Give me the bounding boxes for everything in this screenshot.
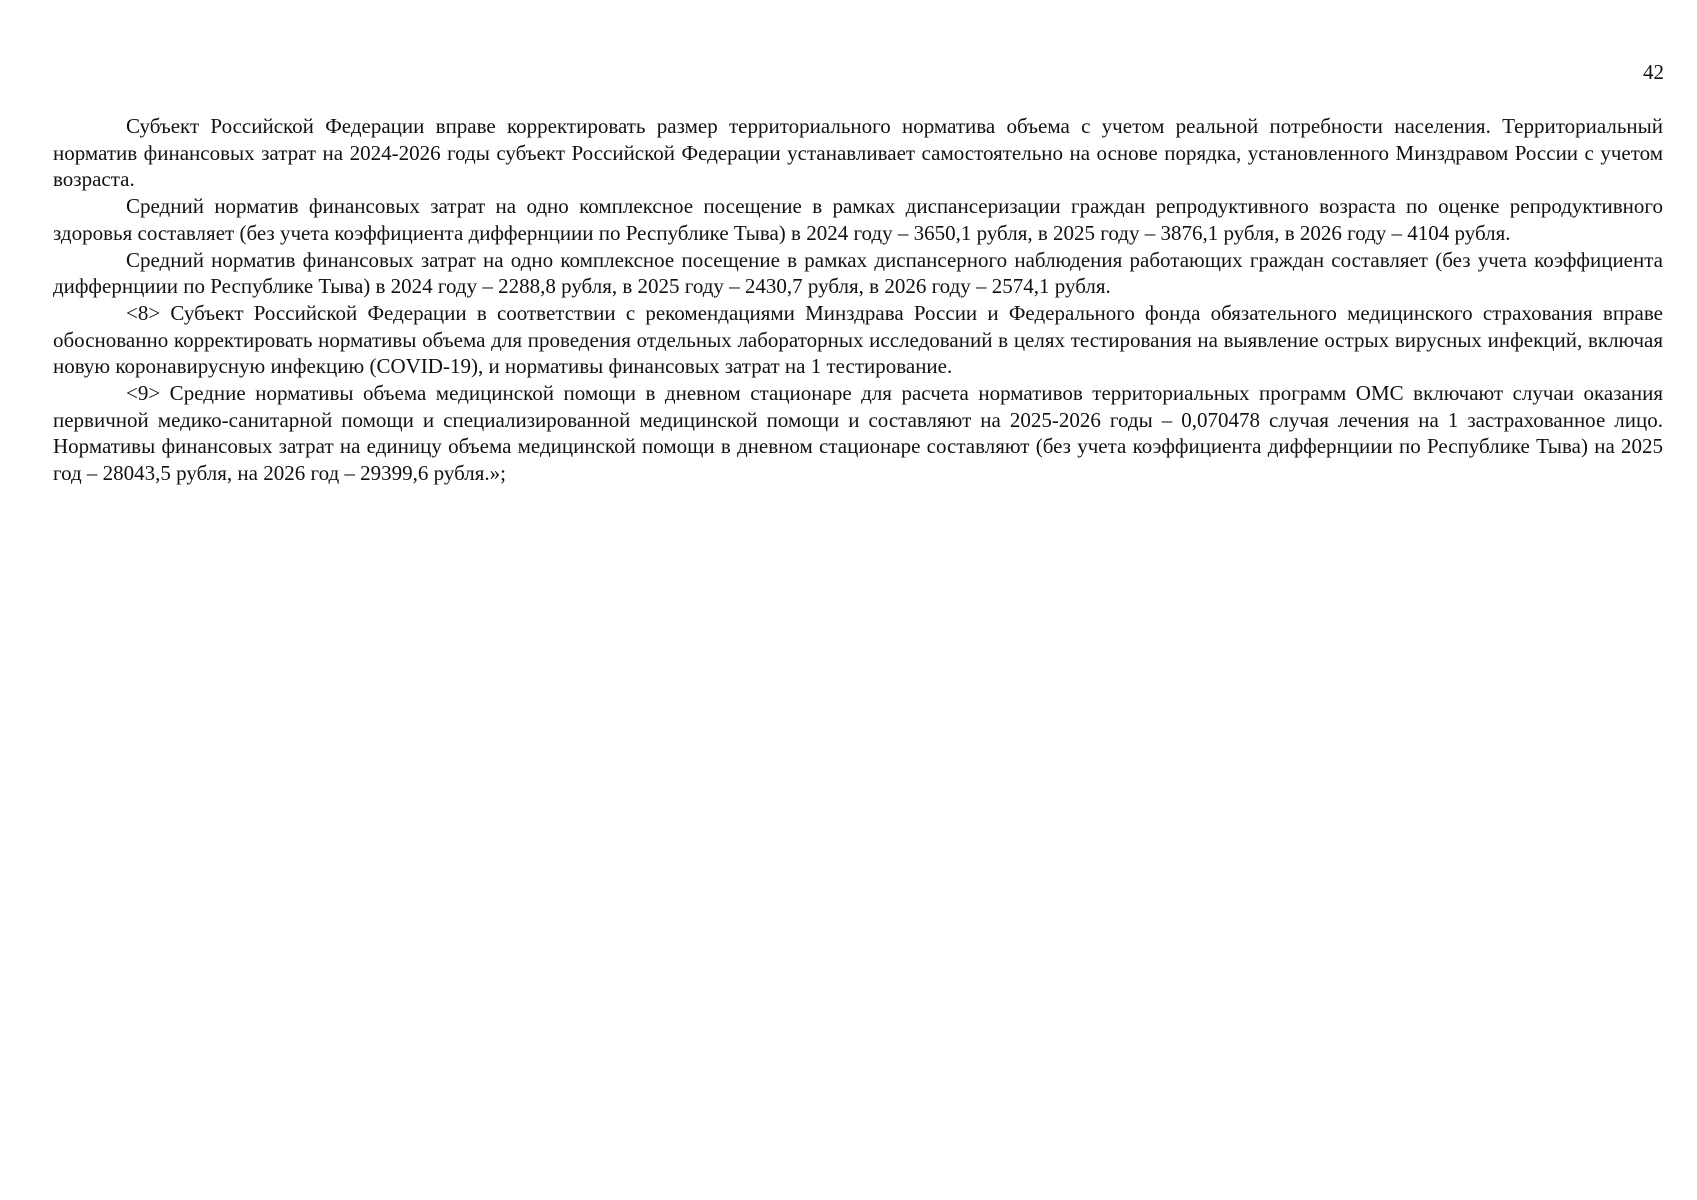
paragraph-reproductive-screening-cost: Средний норматив финансовых затрат на одно комплексное посещение в рамках диспансеризации граждан репродуктивного возраста по оценке репродуктивного здоровья составляет (без учета коэффициента диффернциии по Республике Тыва) в 2024 году – 3650,1 рубля, в 2025 году – 3876,1 рубля, в 2026 году – 4104 рубля. (53, 194, 1663, 245)
paragraph-territorial-norm: Субъект Российской Федерации вправе корректировать размер территориального норматива объема с учетом реальной потребности населения. Территориальный норматив финансовых затрат на 2024-2026 годы субъект Российской Федерации устанавливает самостоятельно на основе порядка, установленного Минздравом России с учетом возраста. (53, 114, 1663, 192)
footnote-8: <8> Субъект Российской Федерации в соответствии с рекомендациями Минздрава России и Федерального фонда обязательного медицинского страхования вправе обоснованно корректировать нормативы объема для проведения отдельных лабораторных исследований в целях тестирования на выявление острых вирусных инфекций, включая новую коронавирусную инфекцию (COVID-19), и нормативы финансовых затрат на 1 тестирование. (53, 300, 1663, 379)
page-number: 42 (1643, 60, 1664, 84)
paragraph-dispensary-observation-cost: Средний норматив финансовых затрат на одно комплексное посещение в рамках диспансерного наблюдения работающих граждан составляет (без учета коэффициента диффернциии по Республике Тыва) в 2024 году – 2288,8 рубля, в 2025 году – 2430,7 рубля, в 2026 году – 2574,1 рубля. (53, 247, 1663, 299)
document-body (53, 113, 1663, 487)
footnote-9: <9> Средние нормативы объема медицинской помощи в дневном стационаре для расчета нормативов территориальных программ ОМС включают случаи оказания первичной медико-санитарной помощи и специализированной медицинской помощи и составляют на 2025-2026 годы – 0,070478 случая лечения на 1 застрахованное лицо. Нормативы финансовых затрат на единицу объема медицинской помощи в дневном стационаре составляют (без учета коэффициента диффернциии по Республике Тыва) на 2025 год – 28043,5 рубля, на 2026 год – 29399,6 рубля.»; (53, 381, 1663, 486)
